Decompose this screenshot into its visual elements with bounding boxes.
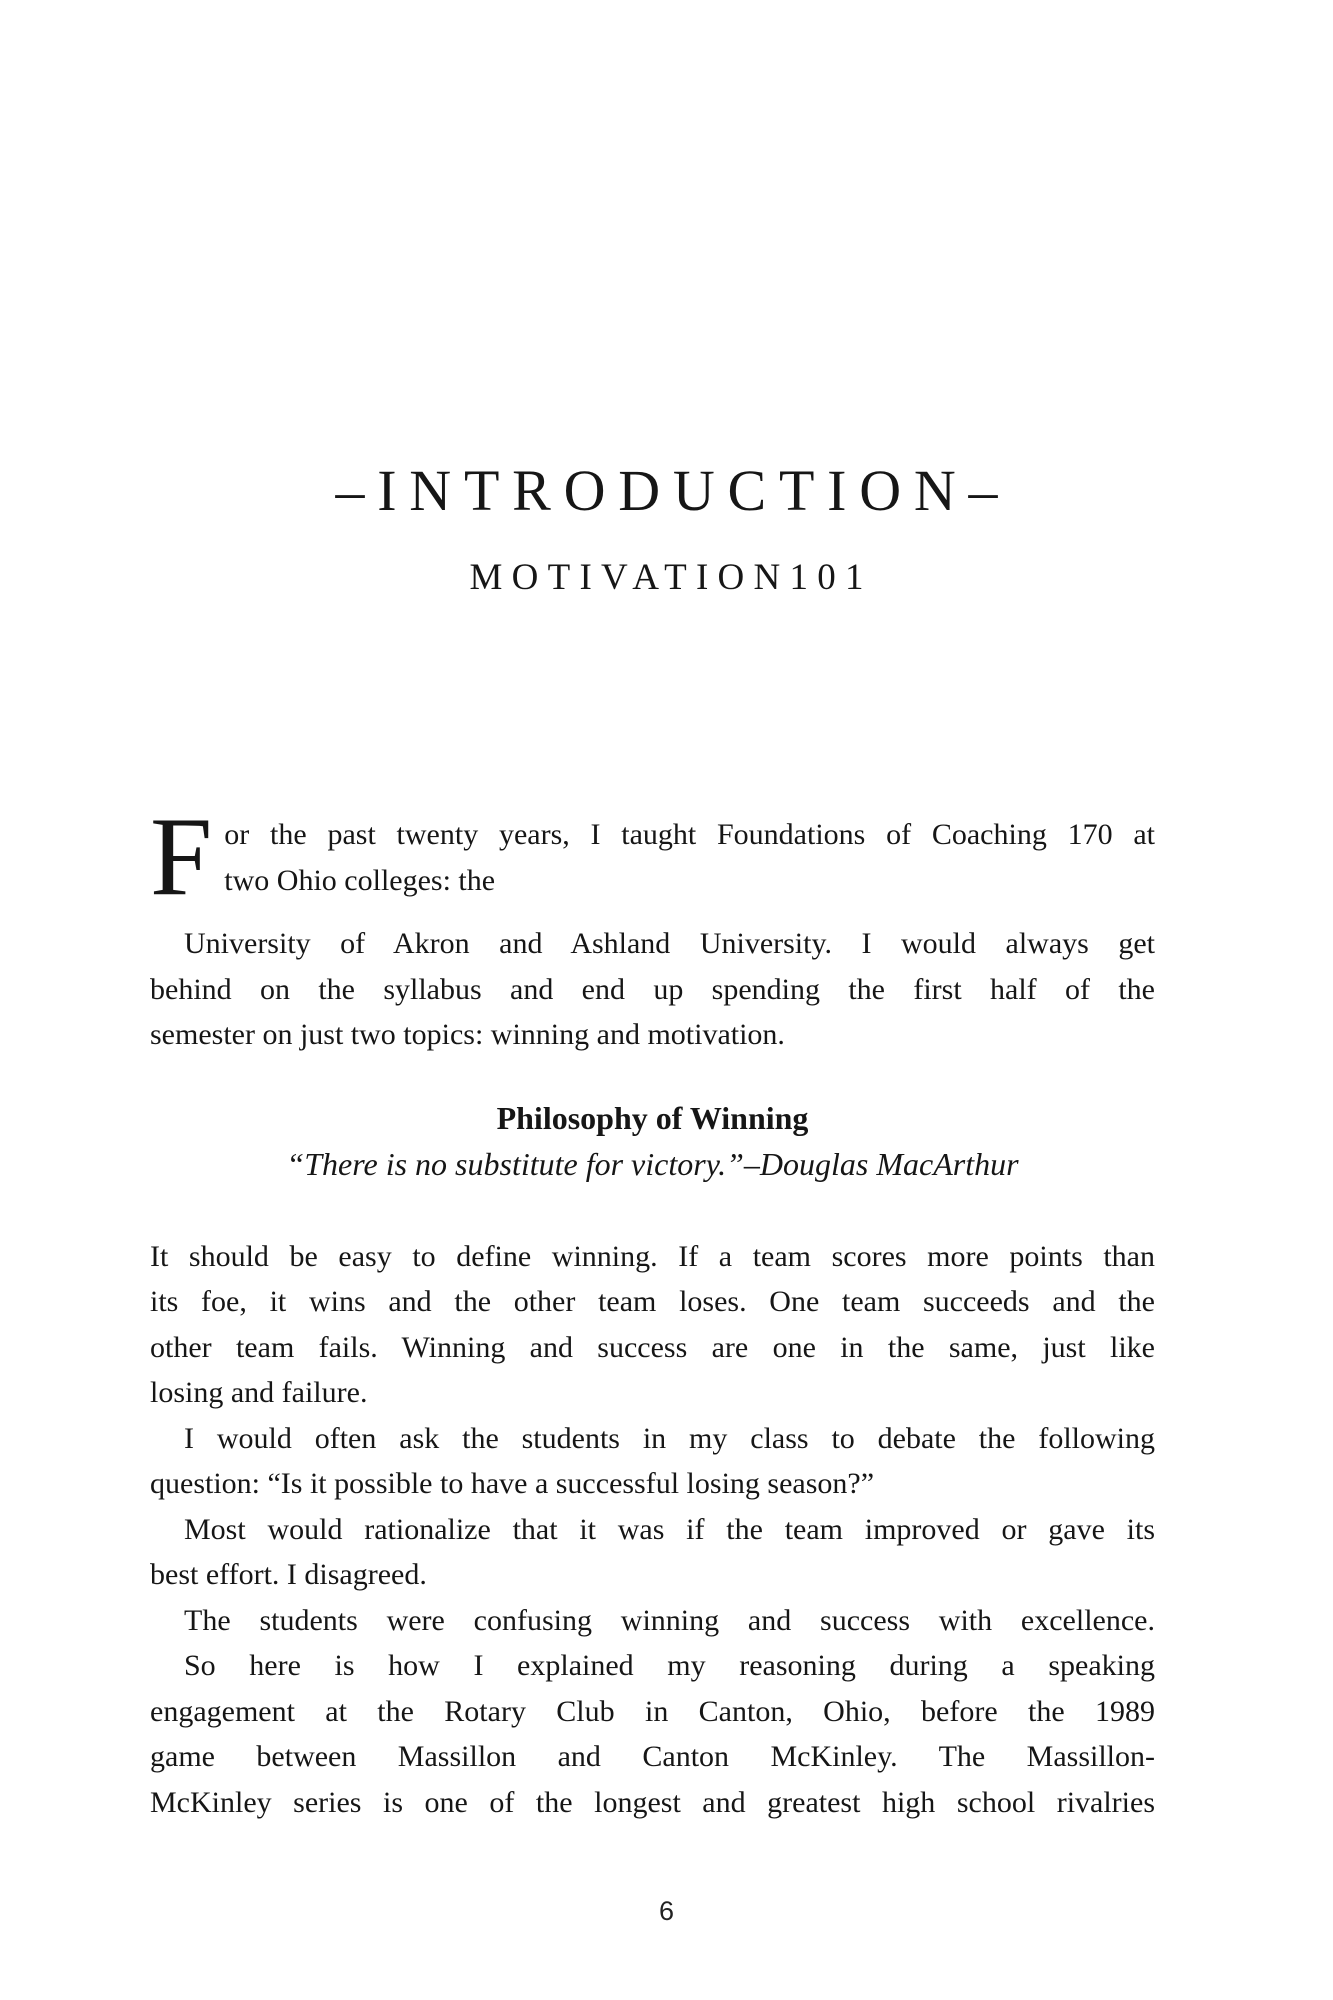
chapter-subtitle: MOTIVATION101 bbox=[469, 557, 873, 598]
drop-cap: F bbox=[150, 795, 213, 919]
text-line: It should be easy to define winning. If a team scores more points than bbox=[150, 1239, 1155, 1273]
text-line: game between Massillon and Canton McKinley. The Massillon- bbox=[150, 1740, 1155, 1773]
text-line: McKinley series is one of the longest and greatest high school rivalries bbox=[150, 1785, 1155, 1819]
paragraph-rationalize bbox=[150, 1507, 1155, 1598]
paragraph-syllabus bbox=[150, 921, 1155, 1058]
text-line: I would often ask the students in my class to debate the following bbox=[184, 1421, 1155, 1455]
text-line: question: “Is it possible to have a successful losing season?” bbox=[150, 1467, 875, 1500]
paragraph-rotary-club bbox=[150, 1643, 1155, 1825]
section-epigraph-quote: “There is no substitute for victory.”–Douglas MacArthur bbox=[286, 1145, 1019, 1182]
body-text bbox=[150, 795, 1155, 1825]
text-line: The students were confusing winning and success with excellence. bbox=[184, 1603, 1155, 1637]
paragraph-define-winning bbox=[150, 1234, 1155, 1416]
paragraph-debate-question bbox=[150, 1416, 1155, 1507]
text-line: semester on just two topics: winning and motivation. bbox=[150, 1018, 785, 1051]
text-line: best effort. I disagreed. bbox=[150, 1558, 427, 1591]
text-line: two Ohio colleges: the bbox=[224, 863, 496, 897]
text-line: So here is how I explained my reasoning during a speaking bbox=[184, 1649, 1155, 1682]
text-line: losing and failure. bbox=[150, 1376, 368, 1409]
text-line: Most would rationalize that it was if the team improved or gave its bbox=[184, 1512, 1155, 1546]
text-line: University of Akron and Ashland University. I would always get bbox=[184, 927, 1155, 960]
text-line: other team fails. Winning and success are one in the same, just like bbox=[150, 1330, 1155, 1364]
section-heading: Philosophy of Winning bbox=[496, 1099, 809, 1136]
text-line: its foe, it wins and the other team loses. One team succeeds and the bbox=[150, 1285, 1155, 1318]
paragraph-confusing bbox=[150, 1598, 1155, 1644]
page-number: 6 bbox=[658, 1896, 675, 1926]
text-line: behind on the syllabus and end up spending the first half of the bbox=[150, 972, 1155, 1006]
chapter-title: –INTRODUCTION– bbox=[335, 458, 1011, 523]
text-line: or the past twenty years, I taught Foundations of Coaching 170 at bbox=[224, 818, 1155, 851]
paragraph-opening bbox=[150, 795, 1155, 919]
text-line: engagement at the Rotary Club in Canton, Ohio, before the 1989 bbox=[150, 1694, 1155, 1728]
